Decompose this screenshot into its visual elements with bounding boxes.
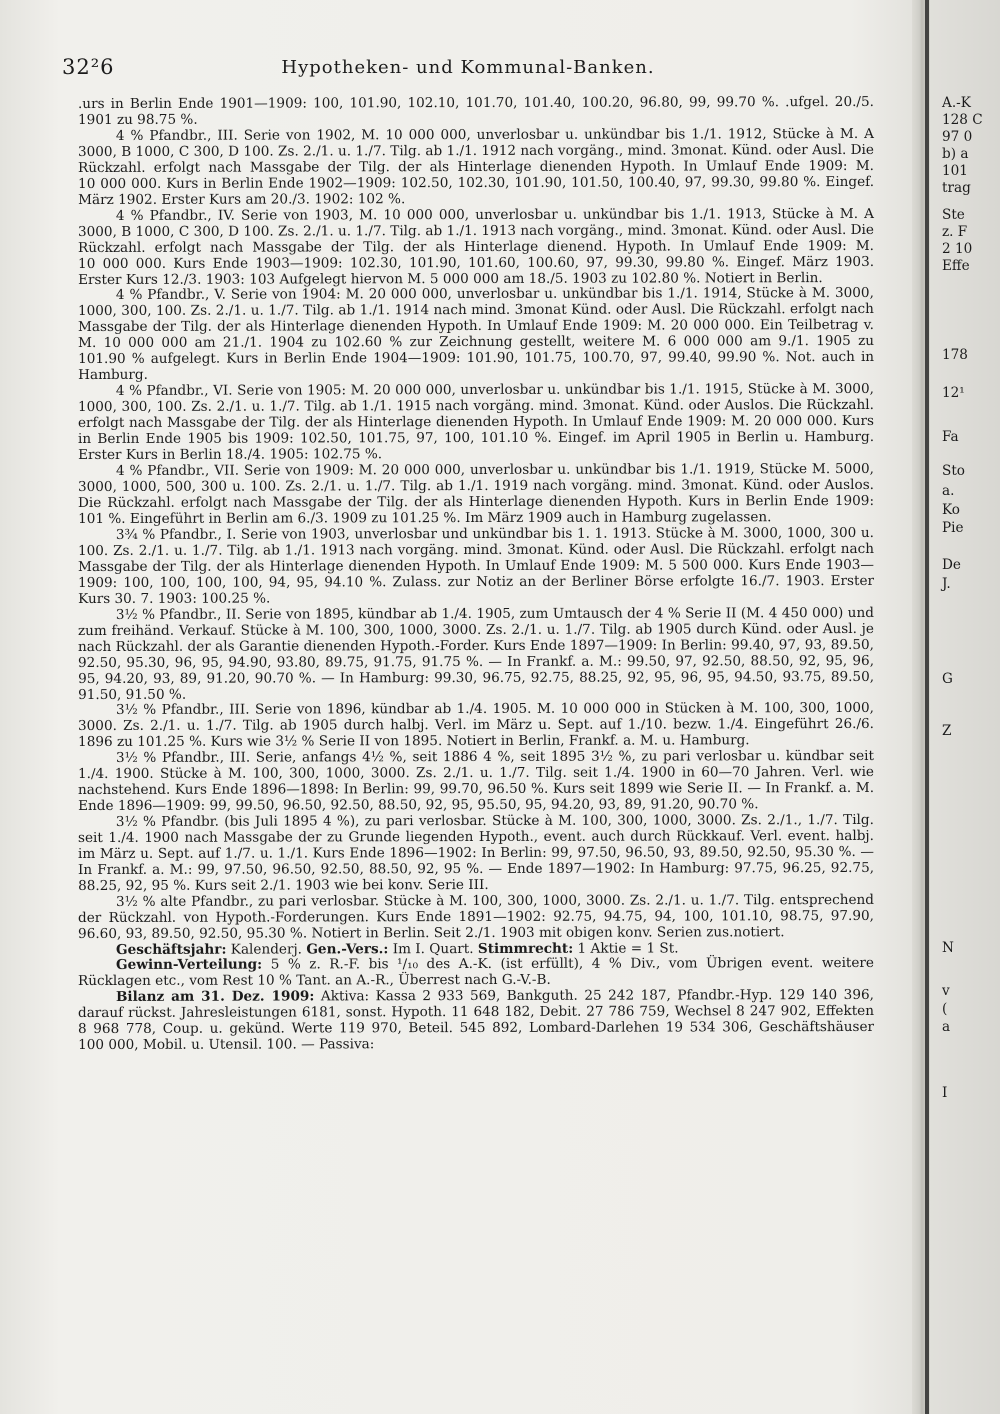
side-fragment: ( xyxy=(942,1001,948,1017)
gewinn-verteilung-label: Gewinn-Verteilung: xyxy=(115,957,263,974)
side-fragment: Ko xyxy=(942,502,960,518)
side-fragment: 12¹ xyxy=(942,385,965,401)
stimmrecht-label: Stimmrecht: xyxy=(477,940,574,957)
paragraph-pfandbr-3-1-2-serie-iii-1896: 3½ % Pfandbr., III. Serie von 1896, kündbar ab 1./4. 1905. M. 10 000 000 in Stücken à M. 100, 300, 1000, 3000. Zs. 2./1. u. 1./7. Tilg. ab 1905 durch halbj. Verl. im März u. Sept. auf 1./10. bezw. 1./4. Eingeführt 26./6. 1896 zu 101.25 %. Kurs wie 3½ % Serie II von 1895. Notiert in Berlin, Frankf. a. M. u. Hamburg. xyxy=(77,700,875,751)
side-fragment: Fa xyxy=(942,429,959,445)
paragraph-bilanz xyxy=(78,988,874,1054)
side-fragment: 178 xyxy=(942,347,968,363)
side-fragment: z. F xyxy=(942,224,968,240)
side-fragment: I xyxy=(942,1085,948,1101)
side-fragment: G xyxy=(942,671,953,687)
paragraph-alte-pfandbr: 3½ % alte Pfandbr., zu pari verlosbar. Stücke à M. 100, 300, 1000, 3000. Zs. 2./1. u. 1./7. Tilg. entsprechend der Rückzahl. von Hypoth.-Forderungen. Kurs Ende 1891—1902: 92.75, 94.75, 94, 100, 101.10, 98.75, 97.90, 96.60, 93, 89.50, 92.50, 95.30 %. Notiert in Berlin. Seit 2./1. 1903 mit obigen konv. Serien zus.notiert. xyxy=(77,891,875,942)
paragraph-pfandbr-3-3-4-serie-i: 3¾ % Pfandbr., I. Serie von 1903, unverlosbar und unkündbar bis 1. 1. 1913. Stücke à M. 3000, 1000, 300 u. 100. Zs. 2./1. u. 1./7. Tilg. ab 1./1. 1913 nach vorgäng. mind. 3monat. Künd. oder Ausl. Die Rückzahl. erfolgt nach Massgabe der Tilg. der als Hinterlage dienenden Hypoth. In Umlauf Ende 1909: M. 5 500 000. Kurs Ende 1903—1909: 100, 100, 100, 100, 94, 95, 94.10 %. Zulass. zur Notiz an der Berliner Börse erfolgte 16./7. 1903. Erster Kurs 30. 7. 1903: 100.25 %. xyxy=(77,524,875,607)
paragraph-pfandbr-serie-iii-1902: 4 % Pfandbr., III. Serie von 1902, M. 10 000 000, unverlosbar u. unkündbar bis 1./1. 1912, Stücke à M. A 3000, B 1000, C 300, D 100. Zs. 2./1. u. 1./7. Tilg. ab 1./1. 1912 nach vorgäng., mind. 3monat. Künd. oder Ausl. Die Rückzahl. erfolgt nach Massgabe der Tilg. der als Hinterlage dienenden Hypoth. In Umlauf Ende 1909: M. 10 000 000. Kurs in Berlin Ende 1902—1909: 102.50, 102.30, 101.90, 101.50, 100.40, 97, 99.30, 99.80 %. Eingef. März 1902. Erster Kurs am 20./3. 1902: 102 %. xyxy=(77,125,875,208)
gen-vers-label: Gen.-Vers.: xyxy=(306,940,389,957)
side-fragment: b) a xyxy=(942,146,969,162)
side-fragment: v xyxy=(942,983,950,999)
stimmrecht-value: 1 Aktie = 1 St. xyxy=(577,939,679,957)
side-fragment: 97 0 xyxy=(942,129,973,145)
side-fragment: 2 10 xyxy=(942,241,973,257)
paragraph-gewinn-verteilung xyxy=(78,956,874,990)
side-fragment: trag xyxy=(942,180,971,196)
paragraph-pfandbr-3-1-2-bis-juli-1895: 3½ % Pfandbr. (bis Juli 1895 4 %), zu pari verlosbar. Stücke à M. 100, 300, 1000, 3000. Zs. 2./1., 1./7. Tilg. seit 1./4. 1900 nach Massgabe der zu Grunde liegenden Hypoth., event. auch durch Rückkauf. Verl. event. halbj. im März u. Sept. auf 1./7. u. 1./1. Kurs Ende 1896—1902: In Berlin: 99, 97.50, 96.50, 93, 89.50, 92.50, 95.30 %. — In Frankf. a. M.: 99, 97.50, 96.50, 92.50, 88.50, 92, 95 %. — Ende 1897—1902: In Hamburg: 97.75, 96.25, 92.75, 88.25, 92, 95 %. Kurs seit 2./1. 1903 wie bei konv. Serie III. xyxy=(77,811,875,894)
side-fragment: 101 xyxy=(942,163,968,179)
side-fragment: Sto xyxy=(942,463,965,479)
side-fragment: J. xyxy=(942,576,951,592)
side-fragment: N xyxy=(942,940,954,956)
side-fragment: Ste xyxy=(942,207,965,223)
bilanz-label: Bilanz am 31. Dez. 1909: xyxy=(115,988,315,1006)
paragraph-pfandbr-serie-vii-1909: 4 % Pfandbr., VII. Serie von 1909: M. 20 000 000, unverlosbar u. unkündbar bis 1./1. 1919, Stücke M. 5000, 3000, 1000, 500, 300 u. 100. Zs. 2./1. u. 1./7. Tilg. ab 1./1. 1919 nach vorgäng. mind. 3monat. Künd. oder Auslos. Die Rückzahl. erfolgt nach Massgabe der Tilg. der als Hinterlage dienenden Hypoth. Kurs in Berlin Ende 1909: 101 %. Eingeführt in Berlin am 6./3. 1909 zu 101.25 %. Im März 1909 auch in Hamburg zugelassen. xyxy=(77,460,875,527)
side-fragment: Z xyxy=(942,723,952,739)
paragraph-kurs-continuation: .urs in Berlin Ende 1901—1909: 100, 101.90, 102.10, 101.70, 101.40, 100.20, 96.80, 99, 99.70 %. .ufgel. 20./5. 1901 zu 98.75 %. xyxy=(77,93,874,128)
gutter-shadow-line xyxy=(925,0,929,1414)
main-text-column xyxy=(77,93,875,1054)
side-fragment: a. xyxy=(942,483,955,499)
geschaeftsjahr-label: Geschäftsjahr: xyxy=(115,941,227,958)
side-fragment: a xyxy=(942,1019,951,1035)
paragraph-pfandbr-3-1-2-serie-iii-konv: 3½ % Pfandbr., III. Serie, anfangs 4½ %, seit 1886 4 %, seit 1895 3½ %, zu pari verlosbar u. kündbar seit 1./4. 1900. Stücke à M. 100, 300, 1000, 3000. Zs. 2./1. u. 1./7. Tilg. seit 1./4. 1900 in 60—70 Jahren. Verl. wie nachstehend. Kurs Ende 1896—1898: In Berlin: 99, 99.70, 96.50 %. Kurs seit 1899 wie Serie II. — In Frankf. a. M. Ende 1896—1909: 99, 99.50, 96.50, 92.50, 88.50, 92, 95, 95.50, 95, 94.20, 93, 89, 91.20, 90.70 %. xyxy=(77,748,875,814)
page-number: 32²6 xyxy=(62,55,115,79)
bilanz-text: Aktiva: Kassa 2 933 569, Bankguth. 25 242 187, Pfandbr.-Hyp. 129 140 396, darauf rückst. Jahresleistungen 6181, sonst. Hypoth. 11 648 182, Debit. 27 786 759, Wechsel 8 247 902, Effekten 8 968 778, Coup. u. gekünd. Werte 119 970, Beteil. 545 892, Lombard-Darlehen 19 534 306, Geschäftshäuser 100 000, Mobil. u. Utensil. 100. — Passiva: xyxy=(77,987,875,1054)
side-fragment: 128 C xyxy=(942,112,983,128)
paragraph-pfandbr-serie-v-1904: 4 % Pfandbr., V. Serie von 1904: M. 20 000 000, unverlosbar u. unkündbar bis 1./1. 1914, Stücke à M. 3000, 1000, 300, 100. Zs. 2./1. u. 1./7. Tilg. ab 1./1. 1914 nach mind. 3monat Künd. oder Ausl. Die Rückzahl. erfolgt nach Massgabe der Tilg. der als Hinterlage dienenden Hypoth. In Umlauf Ende 1909: M. 20 000 000. Ein Teilbetrag v. M. 10 000 000 am 21./1. 1904 zu 102.60 % zur Zeichnung gestellt, weitere M. 6 000 000 am 9./1. 1905 zu 101.90 % aufgelegt. Kurs in Berlin Ende 1904—1909: 101.90, 101.75, 100.70, 97, 99.40, 99.90 %. Not. auch in Hamburg. xyxy=(77,285,875,384)
geschaeftsjahr-value: Kalenderj. xyxy=(230,940,303,958)
gewinn-verteilung-text: 5 % z. R.-F. bis ¹/₁₀ des A.-K. (ist erfüllt), 4 % Div., vom Übrigen event. weitere Rücklagen etc., vom Rest 10 % Tant. an A.-R., Überrest nach G.-V.-B. xyxy=(77,955,874,990)
paragraph-pfandbr-serie-iv-1903: 4 % Pfandbr., IV. Serie von 1903, M. 10 000 000, unverlosbar u. unkündbar bis 1./1. 1913, Stücke à M. A 3000, B 1000, C 300, D 100. Zs. 2./1. u. 1./7. Tilg. ab 1./1. 1913 nach vorgäng., mind. 3monat. Künd. oder Ausl. Die Rückzahl. erfolgt nach Massgabe der Tilg. der als Hinterlage dienend. Hypoth. In Umlauf Ende 1909: M. 10 000 000. Kurs Ende 1903—1909: 102.30, 101.90, 101.60, 100.60, 97, 99.30, 99.80 %. Eingef. März 1903. Erster Kurs 12./3. 1903: 103 Aufgelegt hiervon M. 5 000 000 am 18./5. 1903 zu 102.80 %. Notiert in Berlin. xyxy=(77,205,875,288)
running-head: Hypotheken- und Kommunal-Banken. xyxy=(281,57,655,78)
adjacent-page-fragments xyxy=(938,96,1000,1396)
side-fragment: A.-K xyxy=(942,96,971,111)
page-header xyxy=(62,55,874,85)
side-fragment: Effe xyxy=(942,258,970,274)
side-fragment: Pie xyxy=(942,520,964,536)
paragraph-pfandbr-3-1-2-serie-ii: 3½ % Pfandbr., II. Serie von 1895, kündbar ab 1./4. 1905, zum Umtausch der 4 % Serie II (M. 4 450 000) und zum freihänd. Verkauf. Stücke à M. 100, 300, 1000, 3000. Zs. 2./1. u. 1./7. Tilg. ab 1905 durch Künd. oder Ausl. je nach Rückzahl. der als Garantie dienenden Hypoth.-Forder. Kurs Ende 1897—1909: In Berlin: 99.40, 97, 93, 89.50, 92.50, 95.30, 96, 95, 94.90, 93.80, 89.75, 91.75, 91.75 %. — In Frankf. a. M.: 99.50, 97, 92.50, 88.50, 92, 95, 96, 95, 94.20, 93, 89, 91.20, 90.70 %. — In Hamburg: 99.30, 96.75, 92.75, 88.25, 92, 95, 96, 95, 94.50, 93.75, 89.50, 91.50, 91.50 %. xyxy=(77,604,875,703)
gen-vers-value: Im I. Quart. xyxy=(392,940,474,957)
paragraph-pfandbr-serie-vi-1905: 4 % Pfandbr., VI. Serie von 1905: M. 20 000 000, unverlosbar u. unkündbar bis 1./1. 1915, Stücke à M. 3000, 1000, 300, 100. Zs. 2./1. u. 1./7. Tilg. ab 1./1. 1915 nach vorgäng. mind. 3monat. Künd. oder Auslos. Die Rückzahl. erfolgt nach Massgabe der Tilg. der als Hinterlage dienenden Hypoth. In Umlauf Ende 1909: M. 20 000 000. Kurs in Berlin Ende 1905 bis 1909: 102.50, 101.75, 97, 100, 101.10 %. Eingef. im April 1905 in Berlin u. Hamburg. Erster Kurs in Berlin 18./4. 1905: 102.75 %. xyxy=(77,381,875,464)
side-fragment: De xyxy=(942,557,961,573)
